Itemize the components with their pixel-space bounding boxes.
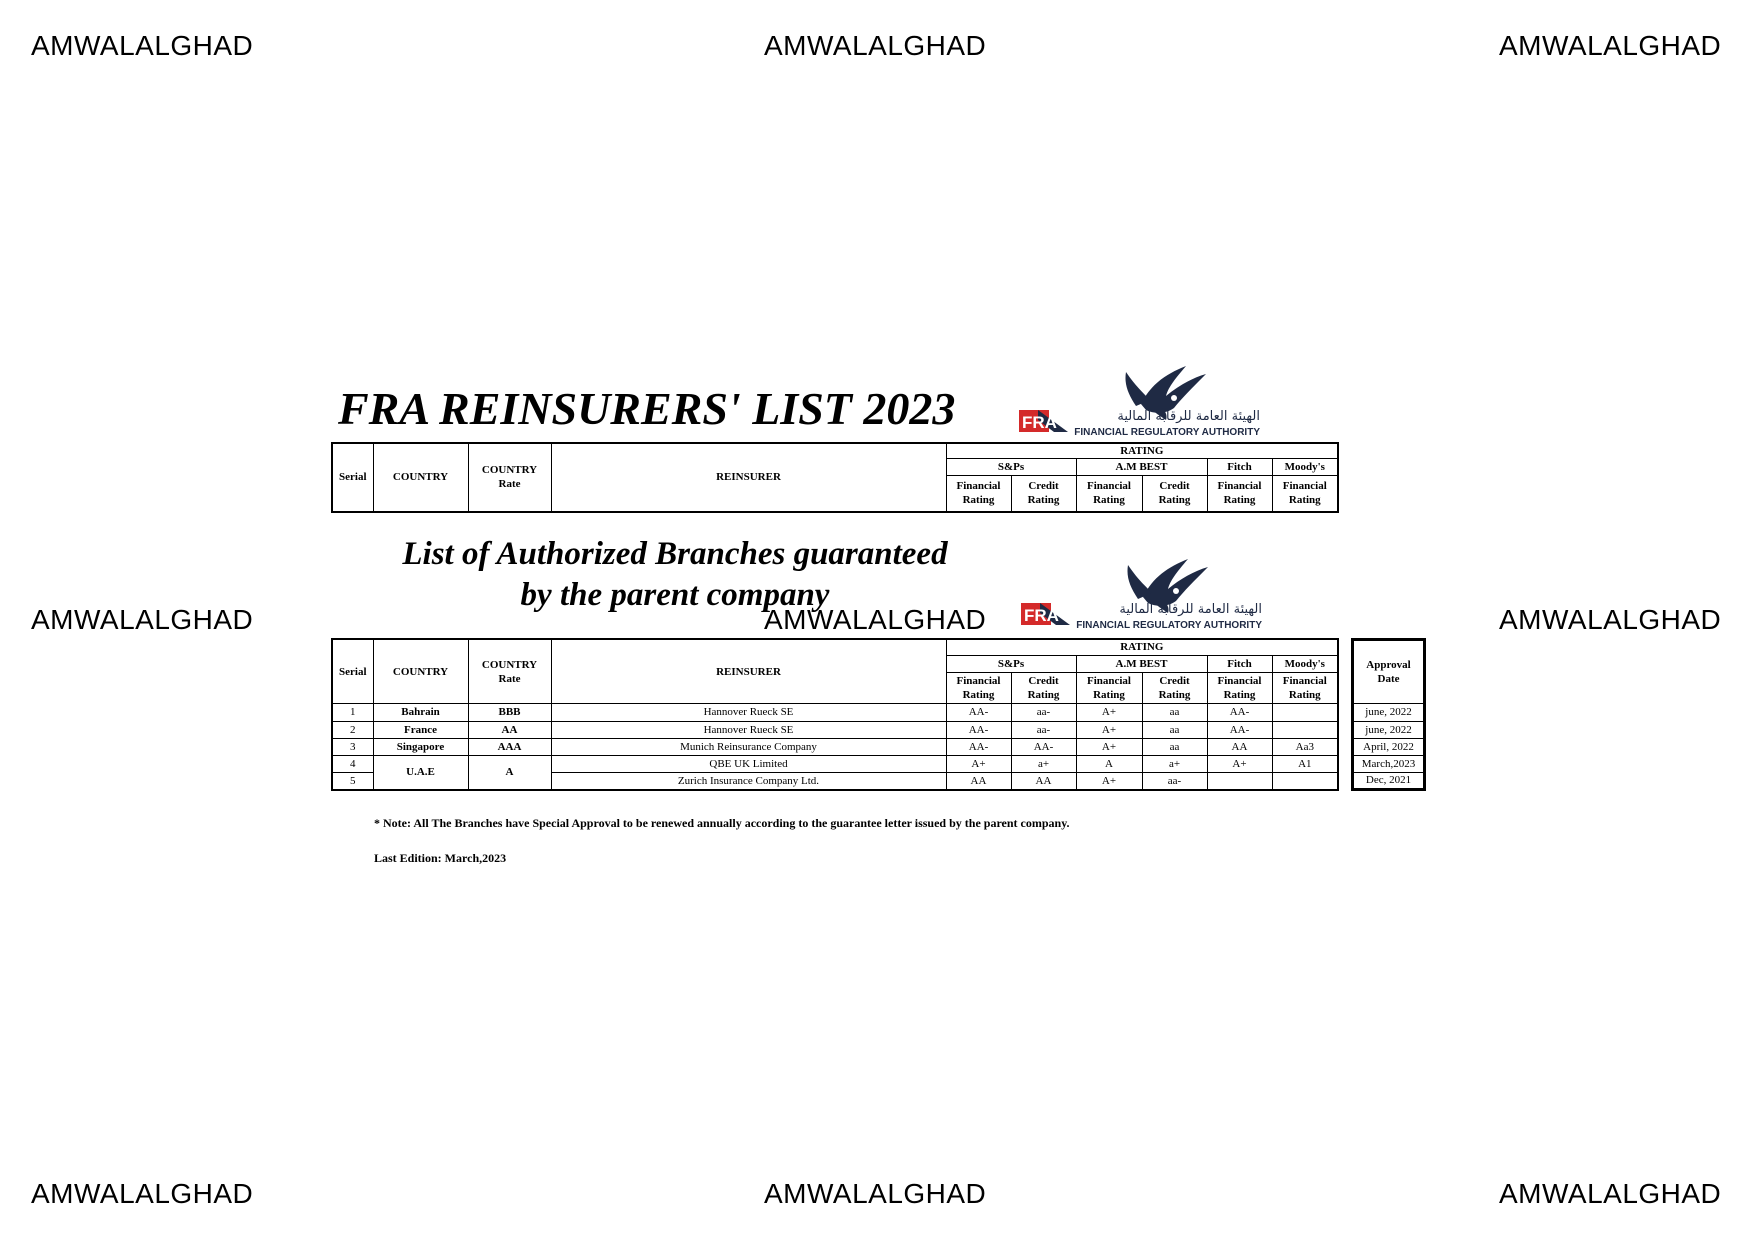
header-moodys: Moody's <box>1272 459 1338 476</box>
cell-ambest-credit: aa <box>1142 721 1207 738</box>
page-title: FRA REINSURERS' LIST 2023 <box>338 383 956 434</box>
watermark-top-right: AMWALALGHAD <box>1499 30 1722 61</box>
branches-header-sp-credit: Credit Rating <box>1011 672 1076 703</box>
reinsurers-header-table <box>331 442 1339 513</box>
branches-header-serial: Serial <box>332 639 373 704</box>
branches-header-moodys: Moody's <box>1272 655 1338 672</box>
cell-reinsurer: Zurich Insurance Company Ltd. <box>551 773 946 790</box>
cell-country: France <box>373 721 468 738</box>
header-ambest-credit: Credit Rating <box>1142 476 1207 512</box>
svg-text:FINANCIAL REGULATORY AUTHORITY: FINANCIAL REGULATORY AUTHORITY <box>1076 620 1262 631</box>
cell-approval-date: April, 2022 <box>1353 738 1425 755</box>
cell-ambest-financial: A+ <box>1076 773 1142 790</box>
branches-header-country: COUNTRY <box>373 639 468 704</box>
watermark-bottom-left: AMWALALGHAD <box>31 1178 254 1209</box>
cell-ambest-credit: aa- <box>1142 773 1207 790</box>
branches-header-rating: RATING <box>946 639 1338 655</box>
cell-sp-credit: aa- <box>1011 721 1076 738</box>
approval-date-table <box>1351 638 1426 791</box>
cell-sp-credit: AA- <box>1011 738 1076 755</box>
cell-ambest-financial: A+ <box>1076 721 1142 738</box>
cell-fitch <box>1207 773 1272 790</box>
cell-ambest-credit: a+ <box>1142 755 1207 772</box>
watermark-top-left: AMWALALGHAD <box>31 30 254 61</box>
watermark-middle-center: AMWALALGHAD <box>764 604 987 635</box>
cell-country-rate: AAA <box>468 738 551 755</box>
cell-moodys <box>1272 721 1338 738</box>
cell-serial: 1 <box>332 704 373 721</box>
cell-fitch: AA- <box>1207 704 1272 721</box>
cell-approval-date: june, 2022 <box>1353 721 1425 738</box>
cell-reinsurer: Hannover Rueck SE <box>551 704 946 721</box>
branches-table <box>331 638 1339 791</box>
cell-country: Singapore <box>373 738 468 755</box>
branches-header-sp: S&Ps <box>946 655 1076 672</box>
cell-fitch: A+ <box>1207 755 1272 772</box>
cell-sp-financial: AA- <box>946 704 1011 721</box>
cell-serial: 4 <box>332 755 373 772</box>
svg-text:FINANCIAL REGULATORY AUTHORITY: FINANCIAL REGULATORY AUTHORITY <box>1074 427 1260 438</box>
watermark-bottom-center: AMWALALGHAD <box>764 1178 987 1209</box>
table-row <box>332 738 1338 755</box>
cell-ambest-credit: aa <box>1142 704 1207 721</box>
table-row <box>332 704 1338 721</box>
header-rating: RATING <box>946 443 1338 459</box>
branches-header-country-rate: COUNTRY Rate <box>468 639 551 704</box>
svg-text:الهيئة العامة للرقابة المالية: الهيئة العامة للرقابة المالية <box>1117 409 1260 424</box>
cell-reinsurer: Munich Reinsurance Company <box>551 738 946 755</box>
cell-approval-date: March,2023 <box>1353 755 1425 772</box>
header-sp-financial: Financial Rating <box>946 476 1011 512</box>
cell-sp-financial: AA- <box>946 738 1011 755</box>
header-ambest-financial: Financial Rating <box>1076 476 1142 512</box>
cell-sp-credit: aa- <box>1011 704 1076 721</box>
cell-sp-financial: A+ <box>946 755 1011 772</box>
branches-header-ambest-credit: Credit Rating <box>1142 672 1207 703</box>
cell-serial: 2 <box>332 721 373 738</box>
branches-header-fitch: Fitch <box>1207 655 1272 672</box>
cell-reinsurer: QBE UK Limited <box>551 755 946 772</box>
cell-ambest-financial: A+ <box>1076 704 1142 721</box>
fra-logo <box>1016 364 1266 442</box>
branches-title <box>400 534 950 616</box>
cell-ambest-financial: A <box>1076 755 1142 772</box>
cell-country: U.A.E <box>373 755 468 790</box>
header-sp-credit: Credit Rating <box>1011 476 1076 512</box>
header-ambest: A.M BEST <box>1076 459 1207 476</box>
svg-text:FRA: FRA <box>1024 606 1059 625</box>
last-edition-text: Last Edition: March,2023 <box>374 851 507 865</box>
header-serial: Serial <box>332 443 373 512</box>
branches-title-line1: List of Authorized Branches guaranteed <box>402 536 948 572</box>
cell-country-rate: BBB <box>468 704 551 721</box>
cell-approval-date: june, 2022 <box>1353 704 1425 721</box>
cell-approval-date: Dec, 2021 <box>1353 772 1425 789</box>
cell-country-rate: AA <box>468 721 551 738</box>
cell-moodys <box>1272 773 1338 790</box>
cell-sp-credit: AA <box>1011 773 1076 790</box>
header-fitch: Fitch <box>1207 459 1272 476</box>
header-reinsurer: REINSURER <box>551 443 946 512</box>
fra-logo-secondary <box>1018 557 1268 635</box>
header-moodys-financial: Financial Rating <box>1272 476 1338 512</box>
cell-reinsurer: Hannover Rueck SE <box>551 721 946 738</box>
branches-header-moodys-financial: Financial Rating <box>1272 672 1338 703</box>
cell-sp-financial: AA- <box>946 721 1011 738</box>
watermark-middle-right: AMWALALGHAD <box>1499 604 1722 635</box>
watermark-middle-left: AMWALALGHAD <box>31 604 254 635</box>
fra-emblem-icon <box>1021 603 1070 625</box>
fra-emblem-icon <box>1019 410 1068 432</box>
branches-header-ambest: A.M BEST <box>1076 655 1207 672</box>
header-fitch-financial: Financial Rating <box>1207 476 1272 512</box>
cell-moodys <box>1272 704 1338 721</box>
branches-header-fitch-financial: Financial Rating <box>1207 672 1272 703</box>
cell-sp-credit: a+ <box>1011 755 1076 772</box>
header-country-rate: COUNTRY Rate <box>468 443 551 512</box>
header-approval-date: Approval Date <box>1353 640 1425 704</box>
header-sp: S&Ps <box>946 459 1076 476</box>
branches-header-ambest-financial: Financial Rating <box>1076 672 1142 703</box>
cell-sp-financial: AA <box>946 773 1011 790</box>
cell-country: Bahrain <box>373 704 468 721</box>
cell-serial: 3 <box>332 738 373 755</box>
cell-fitch: AA <box>1207 738 1272 755</box>
cell-country-rate: A <box>468 755 551 790</box>
cell-serial: 5 <box>332 773 373 790</box>
cell-ambest-financial: A+ <box>1076 738 1142 755</box>
cell-moodys: A1 <box>1272 755 1338 772</box>
header-country: COUNTRY <box>373 443 468 512</box>
branches-header-sp-financial: Financial Rating <box>946 672 1011 703</box>
svg-text:FRA: FRA <box>1022 413 1057 432</box>
watermark-bottom-right: AMWALALGHAD <box>1499 1178 1722 1209</box>
branches-title-line2: by the parent company <box>520 577 830 613</box>
branches-header-reinsurer: REINSURER <box>551 639 946 704</box>
watermark-top-center: AMWALALGHAD <box>764 30 987 61</box>
svg-text:الهيئة العامة للرقابة المالية: الهيئة العامة للرقابة المالية <box>1119 602 1262 617</box>
cell-moodys: Aa3 <box>1272 738 1338 755</box>
table-row <box>332 721 1338 738</box>
table-row <box>332 755 1338 772</box>
cell-ambest-credit: aa <box>1142 738 1207 755</box>
note-text: * Note: All The Branches have Special Approval to be renewed annually according to the guarantee letter issued by the parent company. <box>374 816 1070 830</box>
cell-fitch: AA- <box>1207 721 1272 738</box>
